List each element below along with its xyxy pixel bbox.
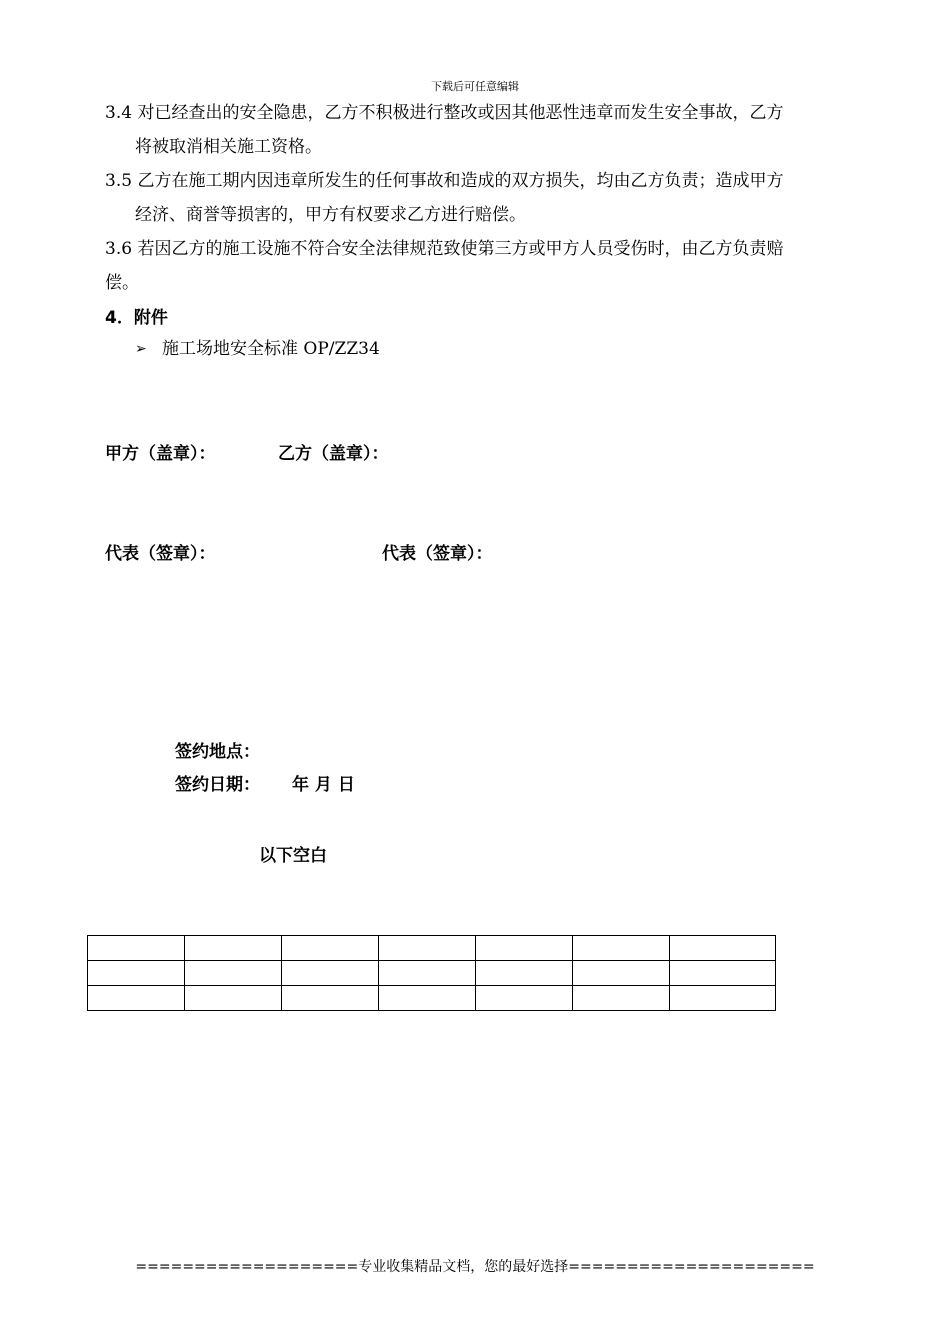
party-b-seal-label: 乙方（盖章）： [278,444,389,464]
clause-3-6-line1: 3.6 若因乙方的施工设施不符合安全法律规范致使第三方或甲方人员受伤时，由乙方负责赔 [105,239,784,259]
signing-location-label: 签约地点： [175,742,260,762]
clause-3-4-line2: 将被取消相关施工资格。 [135,137,322,157]
blank-table [87,935,776,1011]
page-header: 下载后可任意编辑 [431,80,519,93]
party-a-seal-label: 甲方（盖章）： [105,444,216,464]
table-row [88,936,776,961]
attachments-heading: 4．附件 [105,308,168,328]
table-cell [88,936,185,961]
table-cell [573,986,670,1011]
table-cell [379,936,476,961]
table-cell [379,986,476,1011]
table-cell [670,936,776,961]
signing-date-label: 签约日期： [175,775,260,795]
table-cell [573,936,670,961]
clause-3-4-line1: 3.4 对已经查出的安全隐患，乙方不积极进行整改或因其他恶性违章而发生安全事故，乙方 [105,103,784,123]
attachment-item: 施工场地安全标准 OP/ZZ34 [162,339,380,359]
table-cell [476,936,573,961]
clause-3-5-line2: 经济、商誉等损害的，甲方有权要求乙方进行赔偿。 [135,205,526,225]
table-cell [379,961,476,986]
table-cell [88,986,185,1011]
signing-date-fields: 年 月 日 [292,775,355,795]
table-cell [282,961,379,986]
page-footer: ===================专业收集精品文档，您的最好选择===================== [135,1259,815,1275]
blank-below-note: 以下空白 [259,846,327,866]
clause-3-5-line1: 3.5 乙方在施工期内因违章所发生的任何事故和造成的双方损失，均由乙方负责；造成甲方 [105,171,784,191]
table-cell [476,986,573,1011]
table-cell [476,961,573,986]
table-cell [282,986,379,1011]
table-cell [185,961,282,986]
clause-3-6-line2: 偿。 [105,273,139,293]
table-cell [185,936,282,961]
party-b-representative-label: 代表（签章）： [382,544,493,564]
table-cell [573,961,670,986]
table-cell [282,936,379,961]
table-cell [88,961,185,986]
table-row [88,961,776,986]
arrow-bullet-icon: ➢ [135,341,147,357]
table-cell [670,961,776,986]
table-cell [185,986,282,1011]
table-cell [670,986,776,1011]
party-a-representative-label: 代表（签章）： [105,544,216,564]
table-row [88,986,776,1011]
